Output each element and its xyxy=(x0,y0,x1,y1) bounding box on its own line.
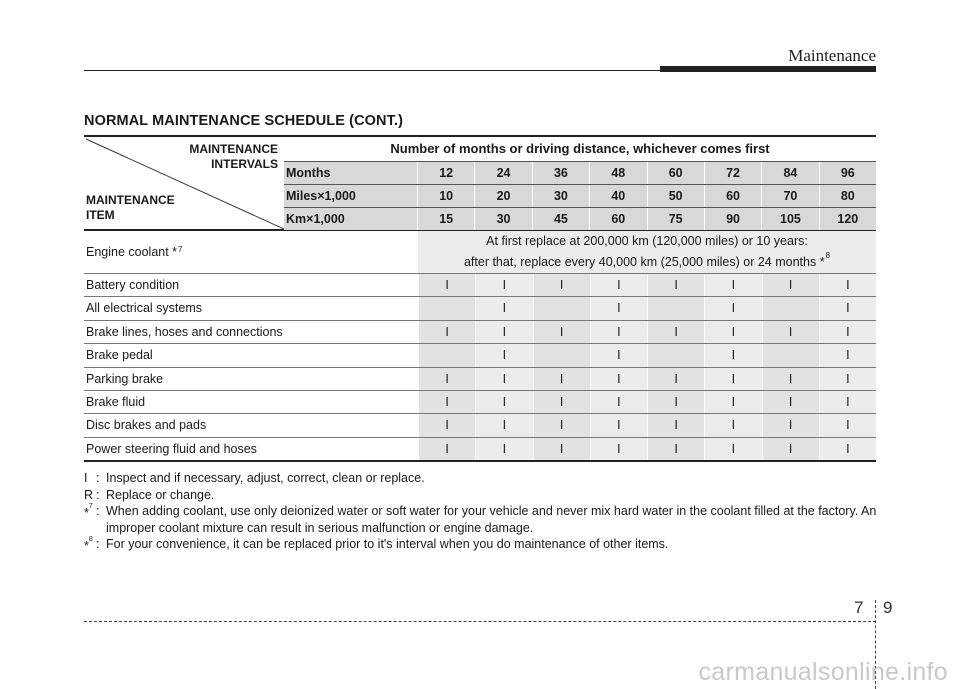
maintenance-table xyxy=(84,135,876,462)
interval-value: 12 xyxy=(418,162,475,184)
schedule-cell: I xyxy=(704,391,761,413)
schedule-cell: I xyxy=(590,321,647,343)
schedule-cell xyxy=(418,297,475,319)
schedule-cell: I xyxy=(533,274,590,296)
footer-rule xyxy=(84,621,876,622)
table-row xyxy=(84,344,876,367)
schedule-cell xyxy=(418,344,475,366)
table-header xyxy=(84,137,876,229)
note-text: Inspect and if necessary, adjust, correct, clean or replace. xyxy=(106,471,425,485)
schedule-cell: I xyxy=(418,414,475,436)
coolant-note xyxy=(418,231,876,273)
interval-rows xyxy=(284,161,876,230)
interval-value: 24 xyxy=(475,162,532,184)
schedule-cell: I xyxy=(590,297,647,319)
schedule-cell: I xyxy=(704,321,761,343)
coolant-note-line2-text: after that, replace every 40,000 km (25,000 miles) or 24 months * xyxy=(463,255,825,270)
header-rule-accent xyxy=(660,66,876,72)
corner-bottom-line2: ITEM xyxy=(86,208,115,222)
schedule-cell: I xyxy=(418,368,475,390)
schedule-cell: I xyxy=(647,438,704,460)
interval-value: 105 xyxy=(762,208,819,230)
schedule-cell: I xyxy=(647,368,704,390)
row-name: Brake fluid xyxy=(84,391,418,413)
table-body xyxy=(84,274,876,462)
schedule-cell: I xyxy=(475,344,532,366)
schedule-cell: I xyxy=(819,274,876,296)
note-symbol xyxy=(84,470,96,487)
schedule-cell: I xyxy=(704,344,761,366)
table-row-engine-coolant xyxy=(84,229,876,274)
schedule-cell xyxy=(647,344,704,366)
table-row xyxy=(84,438,876,462)
interval-value: 48 xyxy=(590,162,647,184)
schedule-cell: I xyxy=(533,321,590,343)
schedule-cell: I xyxy=(418,391,475,413)
interval-value: 60 xyxy=(648,162,705,184)
schedule-cell: I xyxy=(647,414,704,436)
schedule-cell: I xyxy=(762,274,819,296)
schedule-cell: I xyxy=(475,368,532,390)
table-row xyxy=(84,297,876,320)
interval-row xyxy=(284,161,876,184)
interval-header xyxy=(284,137,876,229)
row-name: Disc brakes and pads xyxy=(84,414,418,436)
schedule-cell: I xyxy=(475,391,532,413)
legend-note xyxy=(84,503,884,536)
corner-label-intervals xyxy=(189,142,278,172)
schedule-cell: I xyxy=(533,438,590,460)
schedule-cell: I xyxy=(819,297,876,319)
interval-value: 60 xyxy=(590,208,647,230)
interval-value: 40 xyxy=(590,185,647,207)
interval-value: 45 xyxy=(533,208,590,230)
footnote-ref: 7 xyxy=(178,244,183,254)
table-row xyxy=(84,321,876,344)
row-name: Battery condition xyxy=(84,274,418,296)
legend-notes xyxy=(84,470,884,555)
interval-value: 50 xyxy=(648,185,705,207)
note-symbol-char: I xyxy=(84,471,88,485)
chapter-number: 7 xyxy=(854,598,864,617)
footnote-ref: 8 xyxy=(825,250,831,260)
legend-note xyxy=(84,487,884,504)
schedule-cell: I xyxy=(590,368,647,390)
page-number: 9 xyxy=(883,598,893,617)
schedule-cell: I xyxy=(475,297,532,319)
schedule-cell: I xyxy=(704,368,761,390)
schedule-cell: I xyxy=(704,438,761,460)
row-name: Power steering fluid and hoses xyxy=(84,438,418,460)
table-row xyxy=(84,391,876,414)
schedule-cell: I xyxy=(819,414,876,436)
schedule-cell: I xyxy=(590,274,647,296)
legend-note xyxy=(84,470,884,487)
note-symbol xyxy=(84,487,96,504)
note-symbol-char: R xyxy=(84,487,94,502)
schedule-cell: I xyxy=(819,344,876,366)
corner-cell xyxy=(84,137,284,229)
header-rule xyxy=(84,70,660,71)
legend-note xyxy=(84,536,884,555)
interval-row xyxy=(284,184,876,207)
note-colon: : xyxy=(96,537,100,551)
schedule-cell: I xyxy=(533,368,590,390)
interval-value: 30 xyxy=(533,185,590,207)
schedule-cell: I xyxy=(819,438,876,460)
schedule-cell: I xyxy=(475,414,532,436)
note-colon: : xyxy=(96,471,100,485)
row-name: Brake pedal xyxy=(84,344,418,366)
schedule-cell: I xyxy=(533,391,590,413)
section-title: Maintenance xyxy=(788,46,876,65)
interval-value: 72 xyxy=(705,162,762,184)
interval-row-label: Miles×1,000 xyxy=(284,185,418,207)
schedule-heading: NORMAL MAINTENANCE SCHEDULE (CONT.) xyxy=(84,113,404,129)
schedule-cell: I xyxy=(762,438,819,460)
schedule-cell: I xyxy=(819,368,876,390)
schedule-cell: I xyxy=(762,368,819,390)
interval-value: 96 xyxy=(840,166,855,180)
interval-value: 70 xyxy=(762,185,819,207)
row-name: Parking brake xyxy=(84,368,418,390)
schedule-cell: I xyxy=(475,438,532,460)
interval-row xyxy=(284,207,876,230)
interval-caption: Number of months or driving distance, whichever comes first xyxy=(284,137,876,161)
row-name xyxy=(84,231,418,273)
interval-value: 20 xyxy=(475,185,532,207)
interval-value: 36 xyxy=(533,162,590,184)
schedule-cell xyxy=(762,344,819,366)
schedule-cell: I xyxy=(762,391,819,413)
schedule-cell: I xyxy=(590,438,647,460)
schedule-cell: I xyxy=(704,297,761,319)
interval-value: 60 xyxy=(705,185,762,207)
note-text: Replace or change. xyxy=(106,487,215,502)
schedule-cell: I xyxy=(533,414,590,436)
schedule-cell: I xyxy=(590,414,647,436)
interval-value: 80 xyxy=(840,189,855,203)
schedule-cell xyxy=(533,297,590,319)
schedule-cell: I xyxy=(418,438,475,460)
schedule-cell: I xyxy=(647,391,704,413)
interval-row-label: Months xyxy=(284,162,418,184)
watermark: carmanualsonline.info xyxy=(698,658,948,686)
interval-value: 84 xyxy=(762,162,819,184)
interval-value: 120 xyxy=(837,212,859,226)
table-row xyxy=(84,414,876,437)
footnote-ref: 8 xyxy=(88,536,93,543)
coolant-name: Engine coolant * xyxy=(86,245,178,259)
schedule-cell: I xyxy=(647,321,704,343)
table-row xyxy=(84,274,876,297)
schedule-cell: I xyxy=(647,274,704,296)
interval-value: 10 xyxy=(418,185,475,207)
interval-value: 30 xyxy=(475,208,532,230)
interval-value: 15 xyxy=(418,208,475,230)
interval-row-label: Km×1,000 xyxy=(284,208,418,230)
note-colon: : xyxy=(96,487,100,502)
note-symbol xyxy=(84,503,96,536)
schedule-cell: I xyxy=(418,274,475,296)
schedule-cell xyxy=(533,344,590,366)
schedule-cell: I xyxy=(704,274,761,296)
schedule-cell: I xyxy=(762,321,819,343)
schedule-cell xyxy=(762,297,819,319)
schedule-cell: I xyxy=(590,344,647,366)
corner-top-line2: INTERVALS xyxy=(211,157,278,171)
schedule-cell: I xyxy=(762,414,819,436)
schedule-cell: I xyxy=(590,391,647,413)
schedule-cell: I xyxy=(475,274,532,296)
note-symbol-char: * xyxy=(84,539,89,554)
row-name: Brake lines, hoses and connections xyxy=(84,321,418,343)
coolant-note-line1: At first replace at 200,000 km (120,000 miles) or 10 years: xyxy=(486,233,808,248)
schedule-cell xyxy=(647,297,704,319)
schedule-cell: I xyxy=(819,391,876,413)
interval-value: 75 xyxy=(648,208,705,230)
note-text: When adding coolant, use only deionized water or soft water for your vehicle and never mix hard water in the coolant filled at the factory. An improper coolant mixture can result in serious malfunction or engine damage. xyxy=(106,504,877,535)
note-symbol-char: * xyxy=(84,506,89,521)
footnote-ref: 7 xyxy=(88,503,93,510)
note-colon: : xyxy=(96,504,100,518)
row-name: All electrical systems xyxy=(84,297,418,319)
corner-bottom-line1: MAINTENANCE xyxy=(86,193,175,207)
schedule-cell: I xyxy=(704,414,761,436)
note-text: For your convenience, it can be replaced prior to it's interval when you do maintenance of other items. xyxy=(106,537,669,551)
interval-value: 90 xyxy=(705,208,762,230)
schedule-cell: I xyxy=(475,321,532,343)
note-symbol xyxy=(84,536,96,555)
table-row xyxy=(84,368,876,391)
coolant-note-line2 xyxy=(418,250,876,271)
schedule-cell: I xyxy=(819,321,876,343)
schedule-cell: I xyxy=(418,321,475,343)
corner-top-line1: MAINTENANCE xyxy=(189,142,278,156)
corner-label-item xyxy=(86,193,175,223)
